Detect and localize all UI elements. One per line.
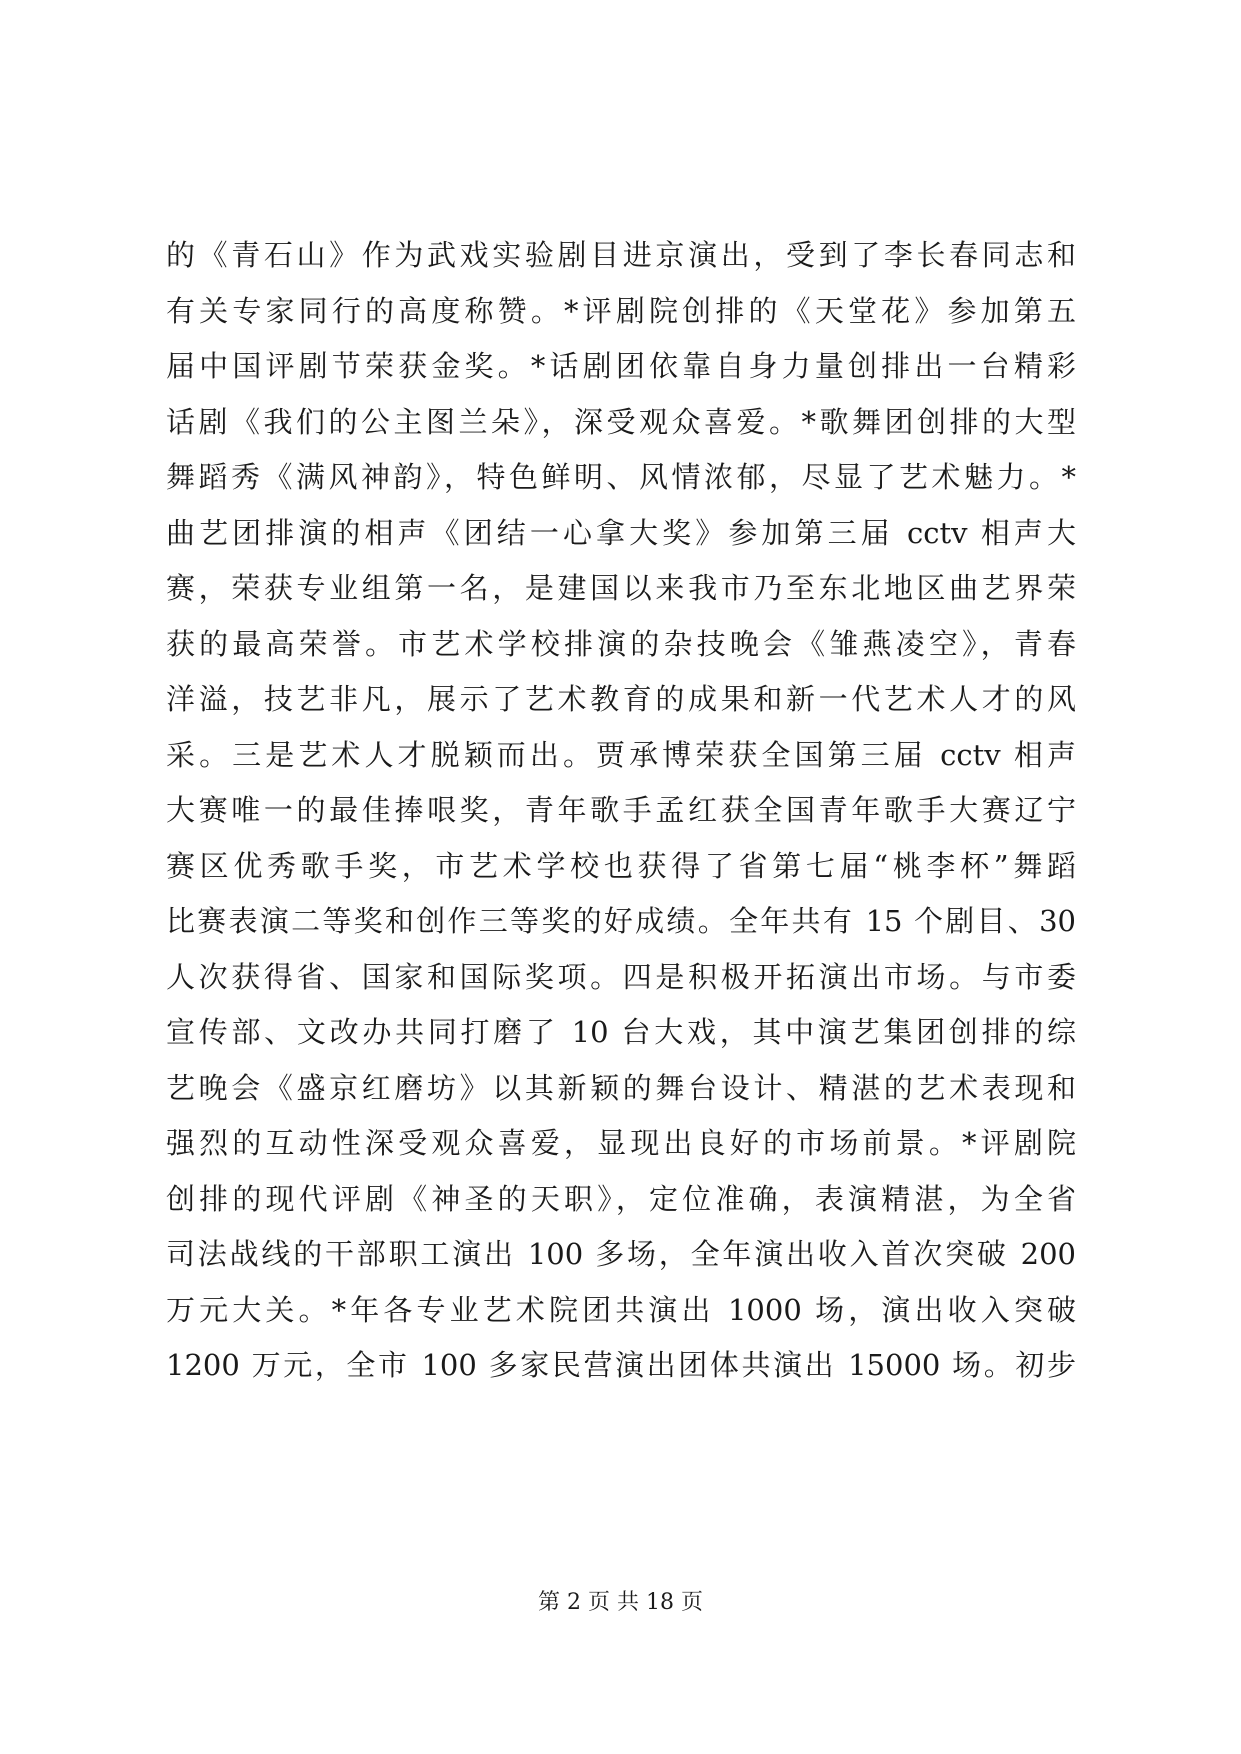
text-line: 大赛唯一的最佳捧哏奖，青年歌手孟红获全国青年歌手大赛辽宁 (166, 793, 1076, 827)
text-line: 司法战线的干部职工演出 100 多场，全年演出收入首次突破 200 (166, 1237, 1076, 1271)
text-line: 届中国评剧节荣获金奖。*话剧团依靠自身力量创排出一台精彩 (166, 349, 1076, 383)
text-line: 话剧《我们的公主图兰朵》，深受观众喜爱。*歌舞团创排的大型 (166, 404, 1076, 439)
text-line: 有关专家同行的高度称赞。*评剧院创排的《天堂花》参加第五 (166, 293, 1076, 328)
text-line: 采。三是艺术人才脱颖而出。贾承博荣获全国第三届 cctv 相声 (166, 737, 1076, 772)
text-line: 舞蹈秀《满风神韵》，特色鲜明、风情浓郁，尽显了艺术魅力。* (166, 460, 1076, 494)
page-number-footer: 第 2 页 共 18 页 (538, 1590, 703, 1615)
text-line: 曲艺团排演的相声《团结一心拿大奖》参加第三届 cctv 相声大 (166, 515, 1076, 550)
text-line: 的《青石山》作为武戏实验剧目进京演出，受到了李长春同志和 (166, 238, 1076, 272)
text-line: 比赛表演二等奖和创作三等奖的好成绩。全年共有 15 个剧目、30 (166, 904, 1076, 938)
text-line: 万元大关。*年各专业艺术院团共演出 1000 场，演出收入突破 (166, 1292, 1076, 1327)
text-line: 获的最高荣誉。市艺术学校排演的杂技晚会《雏燕凌空》，青春 (166, 626, 1076, 661)
text-line: 赛区优秀歌手奖，市艺术学校也获得了省第七届“桃李杯”舞蹈 (166, 848, 1076, 883)
text-line: 洋溢，技艺非凡，展示了艺术教育的成果和新一代艺术人才的风 (166, 682, 1076, 716)
body-text (166, 228, 1076, 1394)
text-line: 赛，荣获专业组第一名，是建国以来我市乃至东北地区曲艺界荣 (166, 571, 1076, 605)
text-line: 宣传部、文改办共同打磨了 10 台大戏，其中演艺集团创排的综 (166, 1015, 1076, 1049)
text-line: 人次获得省、国家和国际奖项。四是积极开拓演出市场。与市委 (166, 959, 1076, 994)
text-line: 强烈的互动性深受观众喜爱，显现出良好的市场前景。*评剧院 (166, 1126, 1076, 1160)
text-line: 艺晚会《盛京红磨坊》以其新颖的舞台设计、精湛的艺术表现和 (166, 1070, 1076, 1105)
text-line: 1200 万元，全市 100 多家民营演出团体共演出 15000 场。初步 (166, 1348, 1076, 1382)
text-line: 创排的现代评剧《神圣的天职》，定位准确，表演精湛，为全省 (166, 1181, 1076, 1216)
